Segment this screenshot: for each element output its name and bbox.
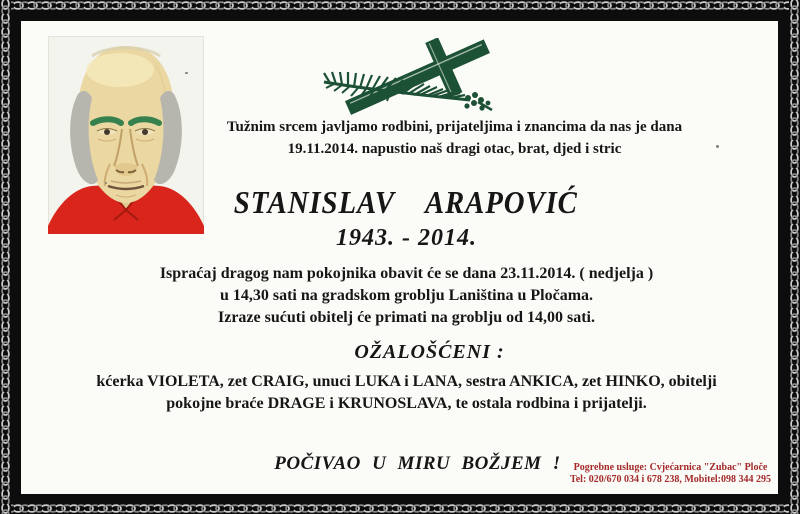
funeral-details bbox=[21, 263, 778, 329]
chain-border-top-icon bbox=[0, 0, 800, 11]
scan-speck bbox=[185, 72, 188, 74]
announcement-line-1: Tužnim srcem javljamo rodbini, prijateljima i znancima da nas je dana bbox=[226, 119, 683, 135]
funeral-line-1: Ispraćaj dragog nam pokojnika obavit će se dana 23.11.2014. ( nedjelja ) bbox=[159, 265, 654, 282]
chain-border-left-icon bbox=[0, 0, 11, 514]
provider-line-2: Tel: 020/670 034 i 678 238, Mobitel:098 344 295 bbox=[569, 474, 771, 485]
chain-border-right-icon bbox=[789, 0, 800, 514]
announcement-line-2: 19.11.2014. napustio naš dragi otac, brat, djed i stric bbox=[287, 141, 622, 157]
mourners-list bbox=[21, 371, 778, 415]
mourners-heading: OŽALOŠĆENI : bbox=[354, 341, 505, 363]
scan-speck bbox=[105, 182, 107, 184]
provider-line-1: Pogrebne usluge: Cvjećarnica "Zubac" Ploče bbox=[573, 462, 768, 473]
funeral-line-2: u 14,30 sati na gradskom groblju Laniština u Pločama. bbox=[219, 287, 594, 304]
deceased-name: STANISLAV ARAPOVIĆ bbox=[233, 184, 578, 220]
life-years: 1943. - 2014. bbox=[336, 225, 477, 251]
closing-prayer: POČIVAO U MIRU BOŽJEM ! bbox=[274, 453, 561, 474]
chain-border-bottom-icon bbox=[0, 503, 800, 514]
funeral-line-3: Izraze sućuti obitelj će primati na groblju od 14,00 sati. bbox=[217, 309, 595, 326]
mourners-line-2: pokojne braće DRAGE i KRUNOSLAVA, te ostala rodbina i prijatelji. bbox=[166, 395, 647, 412]
notice-body bbox=[21, 21, 778, 494]
announcement-text bbox=[139, 116, 770, 160]
cross-palm-branch-icon bbox=[320, 38, 500, 118]
scan-speck bbox=[716, 145, 719, 148]
mourners-line-1: kćerka VIOLETA, zet CRAIG, unuci LUKA i LANA, sestra ANKICA, zet HINKO, obitelji bbox=[96, 373, 717, 390]
funeral-provider-contact bbox=[568, 462, 773, 486]
